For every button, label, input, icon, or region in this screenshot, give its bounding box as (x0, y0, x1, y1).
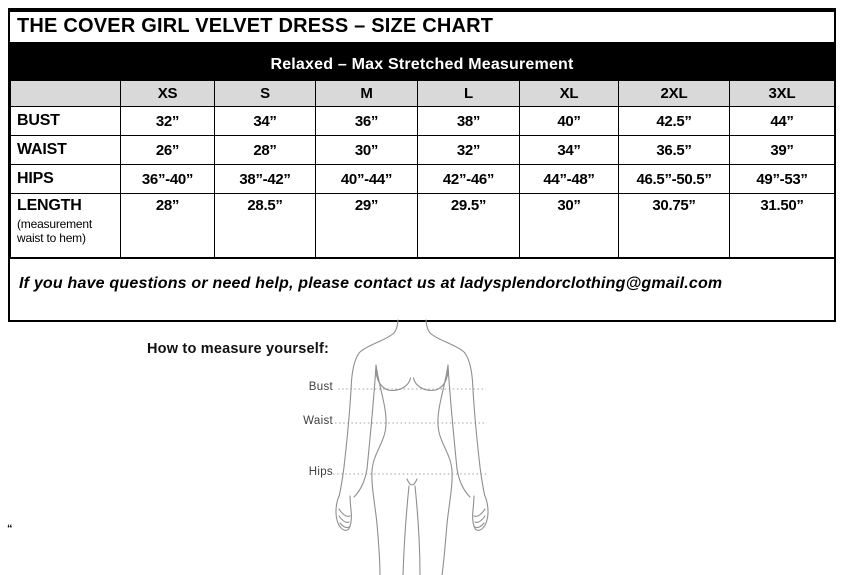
size-cell: 28.5” (215, 194, 316, 258)
table-row-length (11, 194, 835, 258)
contact-note: If you have questions or need help, please contact us at ladysplendorclothing@gmail.com (10, 258, 834, 320)
size-cell: 36.5” (619, 136, 730, 165)
column-header-xs: XS (121, 81, 215, 107)
size-cell: 30” (520, 194, 619, 258)
measure-heading: How to measure yourself: (147, 341, 330, 357)
column-header-m: M (316, 81, 418, 107)
size-cell: 38” (418, 107, 520, 136)
size-cell: 44”-48” (520, 165, 619, 194)
size-cell: 31.50” (730, 194, 835, 258)
size-cell: 40” (520, 107, 619, 136)
page-title: THE COVER GIRL VELVET DRESS – SIZE CHART (10, 12, 834, 44)
size-cell: 49”-53” (730, 165, 835, 194)
row-label-hips: HIPS (11, 165, 121, 194)
bust-measure-label: Bust (308, 381, 333, 393)
row-label-bust: BUST (11, 107, 121, 136)
size-chart-panel (8, 8, 836, 322)
length-note: (measurement waist to hem) (17, 217, 92, 246)
body-figure-illustration (290, 319, 530, 575)
size-cell: 36”-40” (121, 165, 215, 194)
corner-cell (11, 81, 121, 107)
size-cell: 42.5” (619, 107, 730, 136)
hips-measure-label: Hips (308, 466, 333, 478)
column-header-s: S (215, 81, 316, 107)
size-cell: 36” (316, 107, 418, 136)
size-cell: 46.5”-50.5” (619, 165, 730, 194)
size-cell: 34” (520, 136, 619, 165)
size-cell: 39” (730, 136, 835, 165)
table-row-bust (11, 107, 835, 136)
column-header-2xl: 2XL (619, 81, 730, 107)
size-cell: 30” (316, 136, 418, 165)
size-cell: 28” (215, 136, 316, 165)
size-cell: 32” (418, 136, 520, 165)
size-cell: 29” (316, 194, 418, 258)
table-row-waist (11, 136, 835, 165)
size-header-row (11, 81, 835, 107)
size-cell: 28” (121, 194, 215, 258)
column-header-l: L (418, 81, 520, 107)
length-label: LENGTH (17, 197, 82, 214)
size-cell: 44” (730, 107, 835, 136)
size-cell: 40”-44” (316, 165, 418, 194)
row-label-length (11, 194, 121, 258)
size-table (10, 80, 835, 258)
column-header-3xl: 3XL (730, 81, 835, 107)
row-label-waist: WAIST (11, 136, 121, 165)
size-cell: 32” (121, 107, 215, 136)
size-cell: 26” (121, 136, 215, 165)
column-header-xl: XL (520, 81, 619, 107)
size-cell: 29.5” (418, 194, 520, 258)
size-cell: 34” (215, 107, 316, 136)
size-cell: 30.75” (619, 194, 730, 258)
waist-measure-label: Waist (303, 415, 333, 427)
size-cell: 38”-42” (215, 165, 316, 194)
measurement-type-banner: Relaxed – Max Stretched Measurement (10, 44, 834, 80)
table-row-hips (11, 165, 835, 194)
footnote-quote-mark: “ (7, 523, 13, 535)
size-cell: 42”-46” (418, 165, 520, 194)
